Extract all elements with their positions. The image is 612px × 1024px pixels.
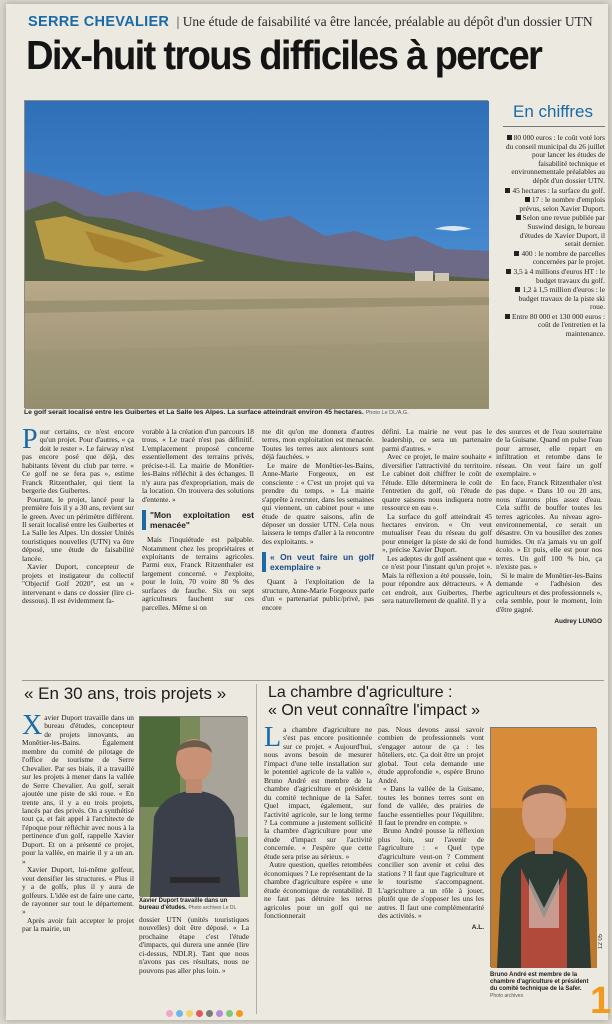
newspaper-page: [6, 4, 612, 1022]
sidebar-item: 45 hectares : la surface du golf.: [503, 187, 605, 196]
paragraph: Pourtant, le projet, lancé pour la première fois il y a 30 ans, revient sur le green. Avec un périmètre différent. Il serait localisé entre les Guibertes et La Salle les Alpes. Un dossier Unités touristiques nouvelles (UTN) va être déposé, une étude de faisabilité lancée.: [22, 494, 134, 563]
sidebar-item: Selon une revue publiée par Suswind design, le bureau d'études de Xavier Duport, il serait dernier.: [503, 214, 605, 248]
subhead: "Mon exploitation est menacée": [142, 510, 254, 530]
section-right-title-1: La chambre d'agriculture :: [268, 684, 453, 701]
kicker-place: SERRE CHEVALIER: [28, 14, 170, 30]
paragraph: Si le maire de Monêtier-les-Bains demande « l'adhésion des agriculteurs et des professionnels », cela semble, pour le moment, loin d'être gagné.: [496, 570, 602, 614]
dropcap: P: [22, 424, 38, 455]
dropcap: X: [22, 710, 43, 741]
section-left-title: « En 30 ans, trois projets »: [24, 684, 227, 703]
portrait-xavier-duport: [139, 716, 247, 896]
sidebar-title: En chiffres: [513, 102, 594, 121]
paragraph: pas. Nous devons aussi savoir combien de professionnels vont s'engager autour de ça : les hôteliers, etc. Ça doit être un projet global. Tout cela demande une étude approfondie », espère Bruno André.: [378, 725, 484, 785]
landscape-photo: [24, 100, 488, 408]
photo-credit: Photo Le DL/A.G.: [365, 410, 409, 416]
paragraph: Les adeptes du golf assènent que « ce n'est pour l'instant qu'un projet ». Mais la réflexion a été poussée, loin, pour répondre aux détracteurs. « A cet endroit, aux Guibertes, l'herbe sera naturellement de qualité. Il y a: [382, 553, 492, 606]
paragraph: our certains, ce n'est encore qu'un projet. Pour d'autres, « ça doit le rester ». Le fairway n'est pas encore posé que déjà, des habitants lèvent du club par terre. « Ce golf ne se fera pas », estime Franck Ritzenthaler, qui tient la bergerie des Guibertes.: [22, 427, 134, 496]
registration-dot: [206, 1010, 213, 1017]
sidebar-item: 1,2 à 1,5 million d'euros : le budget travaux de la piste ski roue.: [503, 286, 605, 312]
paragraph: des sources et de l'eau souterraine de la Guisane. Quand on pulse l'eau pour arroser, elle repart en infiltration et retombe dans le réseau. On veut faire un golf exemplaire. »: [496, 427, 602, 479]
sidebar-item: 3,5 à 4 millions d'euros HT : le budget travaux du golf.: [503, 268, 605, 285]
right-section-column-2: [378, 726, 484, 1016]
sidebar-figures: [503, 134, 605, 396]
signature: Audrey LUNGO: [554, 617, 602, 625]
registration-dot: [226, 1010, 233, 1017]
paragraph: défini. La mairie ne veut pas le leadership, ce sera un partenaire parmi d'autres. »: [382, 427, 492, 453]
sidebar-item: Entre 80 000 et 130 000 euros : coût de l'entretien et la maintenance.: [503, 313, 605, 339]
right-section-column-1: [264, 722, 372, 1016]
date-stamp: 12 05: [598, 934, 604, 950]
portrait-caption: Bruno André est membre de la chambre d'agriculture et président du comité technique de la Safer. Photo archives: [490, 972, 589, 999]
portrait-bruno-andre: [490, 727, 596, 967]
dropcap: L: [264, 722, 282, 753]
paragraph: Après avoir fait accepter le projet par la mairie, un: [22, 915, 134, 934]
section-right-title-2: « On veut connaître l'impact »: [268, 702, 481, 719]
left-section-column-2: [139, 916, 249, 1016]
color-registration-dots: [166, 1010, 243, 1017]
paragraph: En face, Franck Ritzenthaler n'est pas dupe. « Dans 10 ou 20 ans, nous n'aurons plus assez d'eau. Cela suffit de bouffer toutes les terres agricoles. Au niveau agro-environnemental, ce serait un désastre. On va bousiller des zones humides. On n'a jamais vu un golf écolo. » Et puis, elle est pour nos terres. Un golf 100 % bio, ça n'existe pas. »: [496, 477, 602, 572]
paragraph: Quant à l'exploitation de la structure, Anne-Marie Forgeoux parle d'un « partenariat public/privé, pas encore: [262, 577, 374, 612]
article-column-2: [142, 428, 254, 678]
section-divider: [22, 680, 604, 681]
paragraph: Mais l'inquiétude est palpable. Notamment chez les propriétaires et exploitants de terrains agricoles. Parmi eux, Franck Ritzenthaler est largement concerné. « J'exploite, pour le loin, 70 voire 80 % des surfaces de fauche. Six ou sept agriculteurs fauchent sur ces parcelles. Même si on: [142, 535, 254, 612]
portrait-caption: Xavier Duport travaille dans un bureau d'études. Photo archives Le DL: [139, 898, 237, 911]
photo-caption: Le golf serait localisé entre les Guibertes et La Salle les Alpes. La surface atteindrait environ 45 hectares. Photo Le DL/A.G.: [24, 409, 409, 416]
paragraph: « Dans la vallée de la Guisane, toutes les bonnes terres sont en fond de vallée, des prairies de fauche essentielles pour l'équilibre. Il faut le prendre en compte. »: [378, 784, 484, 827]
registration-dot: [176, 1010, 183, 1017]
paragraph: a chambre d'agriculture ne s'est pas encore positionnée sur ce projet. « Aujourd'hui, nous avons besoin de mesurer l'impact d'une telle installation sur le potentiel agricole de la vallée », Bruno André est membre de la chambre d'agriculture et président du comité technique de la Safer. Quel impact, également, sur l'activité agricole, sur le long terme ? La commune a justement sollicité la chambre d'agriculture pour une étude d'impact sur l'activité concernée. « J'espère que cette étude sera prise au sérieux. »: [264, 725, 372, 861]
paragraph: dossier UTN (unités touristiques nouvelles) doit être déposé. « La prochaine étape c'est l'étude d'impacts, qui durera une année (lire ci-dessus, NDLR). Tant que nous n'avons pas ces résultats, nous ne pouvons pas aller plus loin. »: [139, 915, 249, 975]
left-section-column-1: [22, 710, 134, 1014]
signature: A.L.: [471, 924, 484, 932]
registration-dot: [216, 1010, 223, 1017]
paragraph: Le maire de Monêtier-les-Bains, Anne-Marie Forgeoux, en est consciente : « C'est un projet qui va prendre du temps. » La mairie s'apprête à recruter, dans les semaines qui viennent, un cabinet pour « une étude de quatre saisons, afin de déposer un dossier UTN. Cela nous laissera le temps d'aller à la rencontre des exploitants. »: [262, 460, 374, 546]
article-column-5: [496, 428, 602, 678]
paragraph: Avec ce projet, le maire souhaite « diversifier l'attractivité du territoire. Le cabinet doit chiffrer le coût de l'étude. Elle déterminera le coût de l'entretien du golf, où l'étude de quatre saisons nous indiquera notre ressource en eau ».: [382, 452, 492, 513]
sidebar-item: 400 : le nombre de parcelles concernées par le projet.: [503, 250, 605, 267]
registration-dot: [186, 1010, 193, 1017]
article-column-4: [382, 428, 492, 678]
paragraph: me dit qu'on me donnera d'autres terres, mon exploitation est menacée. Toutes les terres aux alentours sont déjà fauchées. »: [262, 427, 374, 462]
subhead: « On veut faire un golf exemplaire »: [262, 552, 374, 572]
sidebar-divider: [503, 126, 605, 127]
paragraph: Xavier Duport, concepteur de projets et instigateur du collectif "Objectif Golf 2020", est un « intervenant » dans ce dossier (lire ci-dessous). Il est évidemment fa-: [22, 562, 134, 606]
article-column-3: [262, 428, 374, 678]
kicker: [28, 14, 593, 30]
article-column-1: [22, 424, 134, 678]
paragraph: Xavier Duport, lui-même golfeur, veut densifier les structures. « Plus il y a de golfs, plus il y aura de golfeurs. L'idée est de faire une carte, de rayonner sur tout le département. »: [22, 865, 134, 917]
column-divider: [256, 684, 257, 1014]
paragraph: Autre question, quelles retombées économiques ? Le représentant de la chambre d'agriculture espère « une étude économique de rentabilité. Il ne faut pas détruire les terres agricoles pour un golf qui ne fonctionnerait: [264, 860, 372, 920]
kicker-subtitle: | Une étude de faisabilité va être lancée, préalable au dépôt d'un dossier UTN: [173, 14, 593, 29]
paragraph: avier Duport travaille dans un bureau d'études, concepteur de projets innovants, au Monêtier-les-Bains. Également membre du comité de pilotage de l'office de tourisme de Serre Chevalier. Par ses biais, il a travaillé sur les projets à mener dans la vallée de Serre Chevalier. Au golf, serait ajoutée une piste de ski roue. « En trente ans, il y a eu trois projets, lancés par des privés. On a synthétisé tout ça, et fait appel à l'architecte de l'époque pour réfléchir avec nous à la pertinence d'un golf, rappelle Xavier Duport. Et on a présenté ce projet, pour la vallée, en mairie il y a un an. »: [22, 713, 134, 866]
registration-dot: [166, 1010, 173, 1017]
sidebar-item: 17 : le nombre d'emplois prévus, selon Xavier Duport.: [519, 195, 605, 213]
registration-dot: [236, 1010, 243, 1017]
paragraph: La surface du golf atteindrait 45 hectares environ. « On veut mutualiser l'eau du réseau du golf pour enneiger la piste de ski de fond », précise Xavier Duport.: [382, 511, 492, 555]
page-number: 1: [590, 980, 612, 1022]
paragraph: Bruno André pousse la réflexion plus loin, sur l'avenir de l'agriculture : « Quel type d'agriculture veut-on ? Comment concilier son avenir et celui des stations ? Il faut que l'agriculture et le tourisme s'accompagnent. L'agriculture a un rôle à jouer, plutôt que de s'opposer les uns les autres. Il faut une complémentarité des activités. »: [378, 826, 484, 920]
sidebar-item: 80 000 euros : le coût voté lors du conseil municipal du 26 juillet pour lancer les études de faisabilité technique et environnementale préalables au dépôt d'un dossier UTN.: [505, 133, 605, 185]
paragraph: vorable à la création d'un parcours 18 trous. « Le tracé n'est pas définitif. L'emplacement proposé concerne essentiellement des terrains privés, précise-t-il. La mairie de Monêtier-les-Bains réfléchit à des échanges. Il n'y aura pas d'expropriation, mais de la location. On trouvera des solutions d'entente. »: [142, 427, 254, 504]
headline: Dix-huit trous difficiles à percer: [26, 32, 542, 78]
registration-dot: [196, 1010, 203, 1017]
